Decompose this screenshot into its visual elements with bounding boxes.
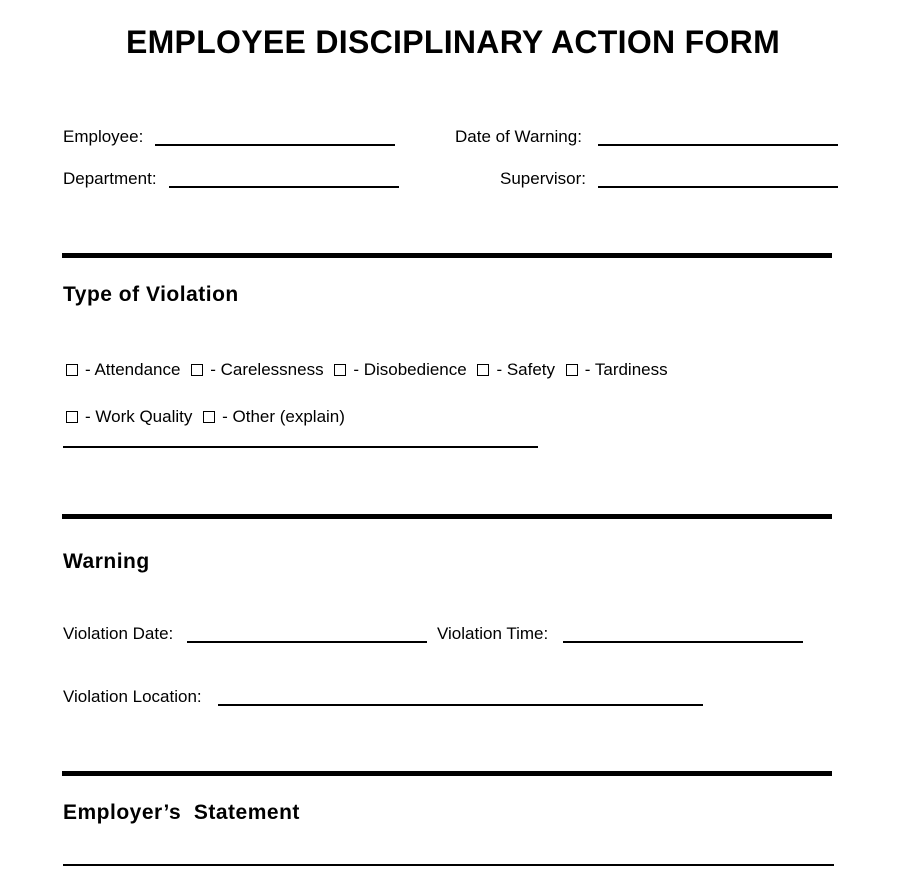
option-disobedience[interactable] [334,360,466,380]
violation-time-field[interactable] [563,641,803,643]
attendance-label: - Attendance [85,360,181,379]
department-label: Department: [63,169,157,188]
disobedience-label: - Disobedience [353,360,467,379]
tardiness-label: - Tardiness [584,360,668,379]
date-of-warning-field[interactable] [598,144,838,146]
supervisor-label: Supervisor: [500,169,586,188]
department-field[interactable] [169,186,399,188]
date-of-warning-label: Date of Warning: [455,127,582,146]
violation-options-row-2 [66,407,351,427]
section-divider [62,253,832,258]
violation-time-label: Violation Time: [437,624,549,643]
safety-label: - Safety [496,360,556,379]
safety-checkbox[interactable] [477,364,489,376]
option-attendance[interactable] [66,360,180,380]
other-label: - Other (explain) [222,407,345,426]
violation-location-label: Violation Location: [63,687,202,706]
supervisor-field[interactable] [598,186,838,188]
employer-statement-heading: Employer’s Statement [63,801,300,824]
section-divider [62,771,832,776]
type-of-violation-heading: Type of Violation [63,283,239,306]
violation-options-row-1 [66,360,674,380]
employee-field[interactable] [155,144,395,146]
other-explain-field[interactable] [63,446,538,448]
work-quality-label: - Work Quality [85,407,193,426]
violation-date-field[interactable] [187,641,427,643]
carelessness-checkbox[interactable] [191,364,203,376]
carelessness-label: - Carelessness [210,360,324,379]
option-carelessness[interactable] [191,360,323,380]
form-title: EMPLOYEE DISCIPLINARY ACTION FORM [125,24,781,60]
option-other[interactable] [203,407,345,427]
option-safety[interactable] [477,360,555,380]
disobedience-checkbox[interactable] [334,364,346,376]
warning-heading: Warning [63,550,150,573]
violation-date-label: Violation Date: [63,624,174,643]
employer-statement-field[interactable] [63,864,834,866]
work-quality-checkbox[interactable] [66,411,78,423]
tardiness-checkbox[interactable] [566,364,578,376]
employee-label: Employee: [63,127,144,146]
violation-location-field[interactable] [218,704,703,706]
attendance-checkbox[interactable] [66,364,78,376]
option-tardiness[interactable] [566,360,668,380]
other-checkbox[interactable] [203,411,215,423]
section-divider [62,514,832,519]
option-work-quality[interactable] [66,407,192,427]
